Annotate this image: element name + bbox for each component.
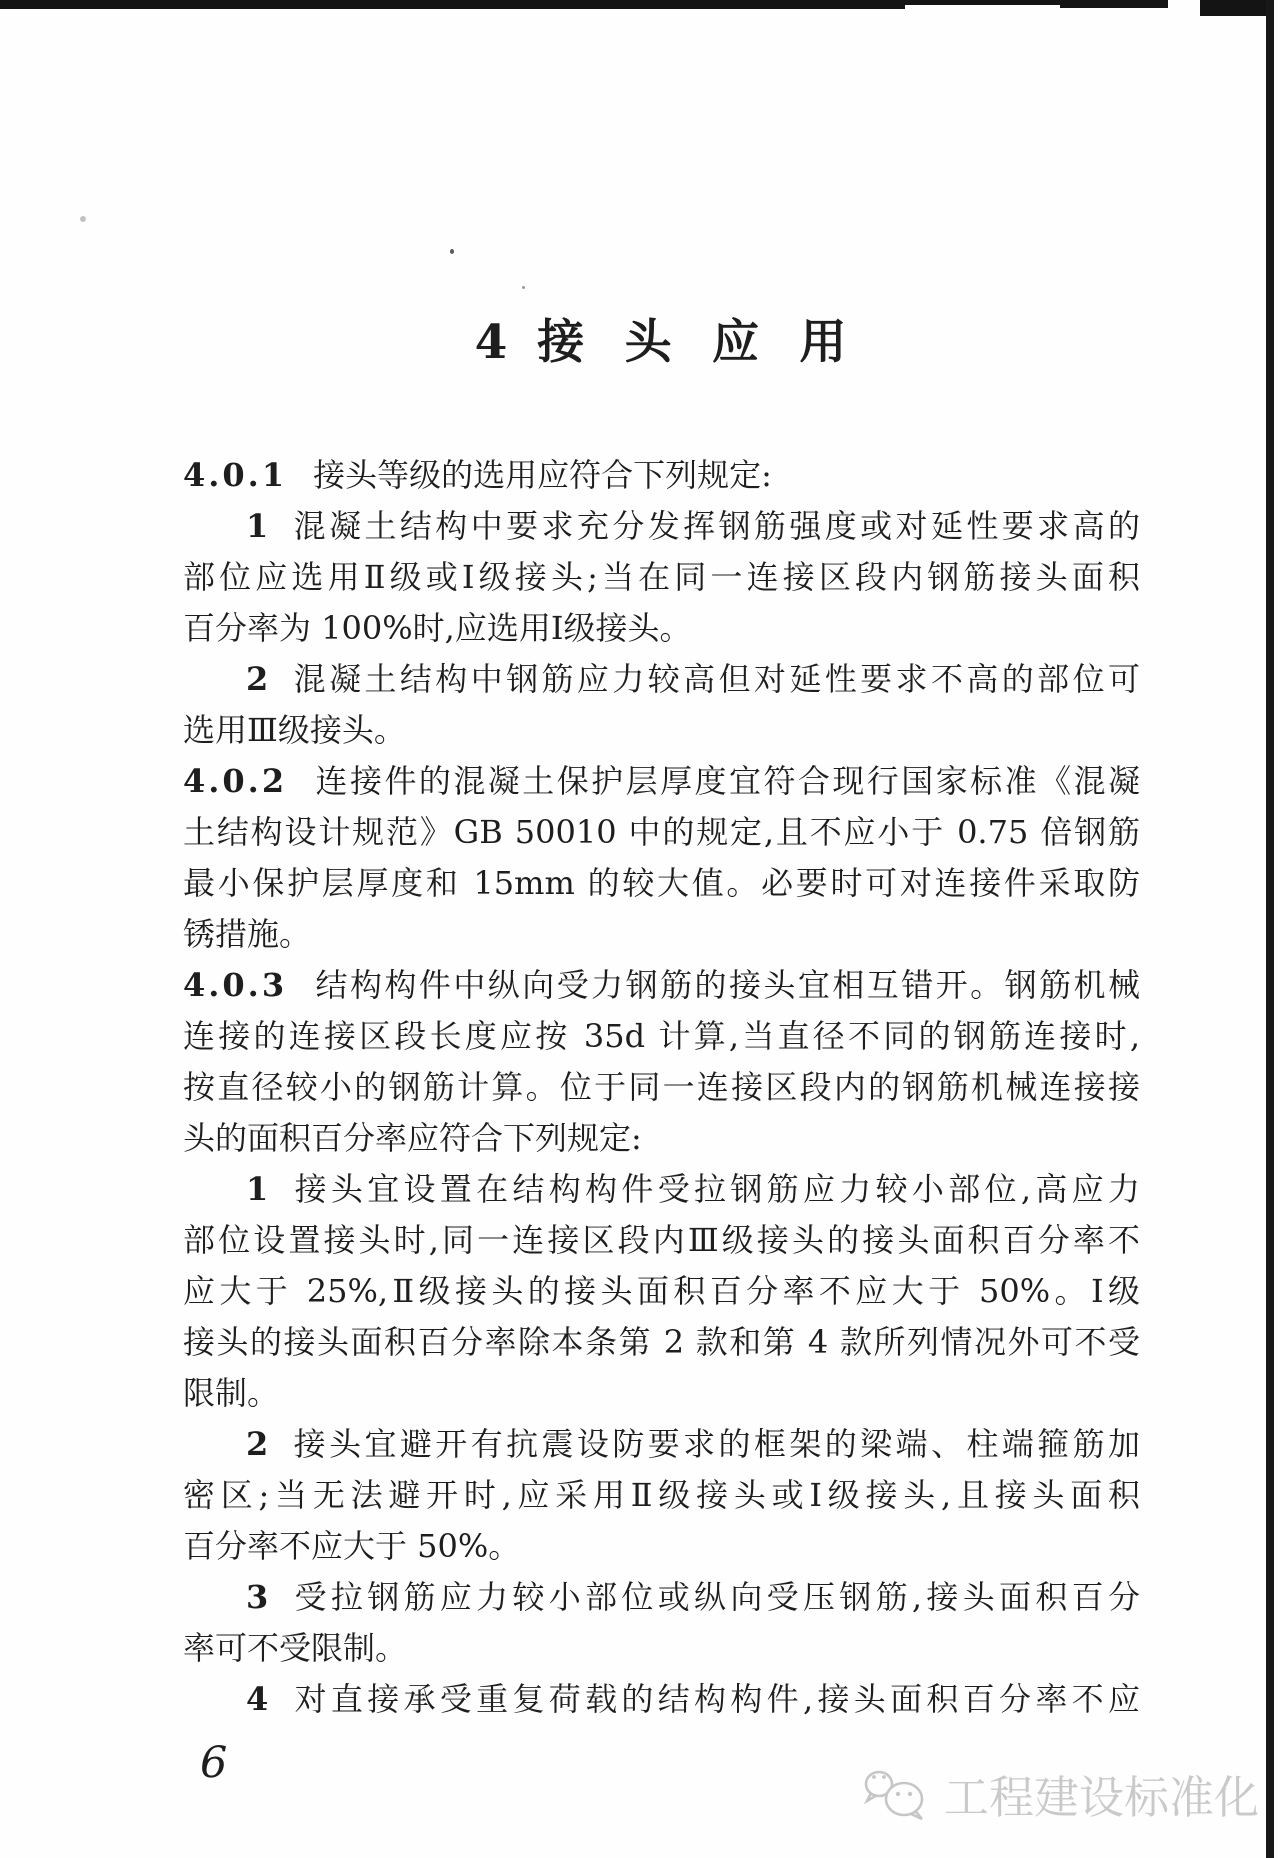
scan-speck — [522, 286, 525, 289]
line-number: 1 — [246, 1170, 269, 1208]
text-line — [183, 1368, 1140, 1419]
scan-speck — [450, 249, 454, 254]
line-text: 选用Ⅲ级接头。 — [183, 711, 406, 749]
line-number: 4 — [246, 1680, 269, 1718]
text-line — [183, 603, 1140, 654]
chapter-title-text: 接 头 应 用 — [537, 315, 849, 370]
line-number: 4.0.3 — [183, 966, 288, 1004]
text-line — [183, 1623, 1140, 1674]
document-body — [183, 450, 1140, 1725]
text-line — [183, 1062, 1140, 1113]
line-text: 结构构件中纵向受力钢筋的接头宜相互错开。钢筋机械 — [313, 966, 1140, 1004]
line-text: 锈措施。 — [183, 915, 312, 953]
text-line — [183, 450, 1140, 501]
text-line — [183, 1215, 1140, 1266]
text-line — [183, 756, 1140, 807]
line-text: 土结构设计规范》GB 50010 中的规定,且不应小于 0.75 倍钢筋 — [183, 813, 1140, 851]
line-text: 部位设置接头时,同一连接区段内Ⅲ级接头的接头面积百分率不 — [183, 1221, 1140, 1259]
chapter-title — [183, 316, 1140, 370]
text-line — [183, 909, 1140, 960]
chapter-number: 4 — [474, 315, 510, 370]
line-number: 3 — [246, 1578, 269, 1616]
line-number: 2 — [246, 660, 269, 698]
scan-artifact-right-edge — [1266, 0, 1274, 1858]
text-line — [183, 501, 1140, 552]
scan-artifact-top-bar — [905, 0, 1065, 5]
watermark — [862, 1766, 1259, 1828]
text-line — [183, 1674, 1140, 1725]
line-text: 头的面积百分率应符合下列规定: — [183, 1119, 642, 1157]
text-line — [183, 705, 1140, 756]
line-text: 接头宜避开有抗震设防要求的框架的梁端、柱端箍筋加 — [290, 1425, 1140, 1463]
scan-speck — [80, 216, 86, 222]
text-line — [183, 1419, 1140, 1470]
scan-artifact-top-corner — [1200, 0, 1266, 16]
watermark-text: 工程建设标准化 — [944, 1770, 1260, 1824]
line-text: 连接件的混凝土保护层厚度宜符合现行国家标准《混凝 — [313, 762, 1140, 800]
line-text: 密区;当无法避开时,应采用Ⅱ级接头或Ⅰ级接头,且接头面积 — [183, 1476, 1140, 1514]
text-line — [183, 1164, 1140, 1215]
text-line — [183, 1011, 1140, 1062]
line-text: 部位应选用Ⅱ级或Ⅰ级接头;当在同一连接区段内钢筋接头面积 — [183, 558, 1140, 596]
line-text: 限制。 — [183, 1374, 280, 1412]
line-text: 率可不受限制。 — [183, 1629, 408, 1667]
line-number: 1 — [246, 507, 269, 545]
line-number: 4.0.1 — [183, 456, 288, 494]
line-text: 接头等级的选用应符合下列规定: — [313, 456, 772, 494]
line-text: 连接的连接区段长度应按 35d 计算,当直径不同的钢筋连接时, — [183, 1017, 1140, 1055]
line-text: 按直径较小的钢筋计算。位于同一连接区段内的钢筋机械连接接 — [183, 1068, 1140, 1106]
text-line — [183, 960, 1140, 1011]
text-line — [183, 654, 1140, 705]
text-line — [183, 858, 1140, 909]
line-text: 对直接承受重复荷载的结构构件,接头面积百分率不应 — [290, 1680, 1140, 1718]
text-line — [183, 1521, 1140, 1572]
line-number: 4.0.2 — [183, 762, 288, 800]
line-text: 接头的接头面积百分率除本条第 2 款和第 4 款所列情况外可不受 — [183, 1323, 1140, 1361]
line-text: 混凝土结构中要求充分发挥钢筋强度或对延性要求高的 — [290, 507, 1140, 545]
line-text: 百分率不应大于 50%。 — [183, 1527, 521, 1565]
line-number: 2 — [246, 1425, 269, 1463]
text-line — [183, 1266, 1140, 1317]
scan-artifact-top-bar — [0, 0, 905, 9]
scan-artifact-top-bar — [1060, 0, 1168, 8]
page-number: 6 — [200, 1738, 228, 1788]
wechat-logo-icon — [862, 1766, 938, 1828]
text-line — [183, 1317, 1140, 1368]
line-text: 最小保护层厚度和 15mm 的较大值。必要时可对连接件采取防 — [183, 864, 1140, 902]
line-text: 应大于 25%,Ⅱ级接头的接头面积百分率不应大于 50%。Ⅰ级 — [183, 1272, 1140, 1310]
text-line — [183, 1572, 1140, 1623]
text-line — [183, 1113, 1140, 1164]
text-line — [183, 807, 1140, 858]
text-line — [183, 552, 1140, 603]
line-text: 百分率为 100%时,应选用Ⅰ级接头。 — [183, 609, 692, 647]
line-text: 接头宜设置在结构构件受拉钢筋应力较小部位,高应力 — [290, 1170, 1140, 1208]
text-line — [183, 1470, 1140, 1521]
line-text: 受拉钢筋应力较小部位或纵向受压钢筋,接头面积百分 — [290, 1578, 1140, 1616]
line-text: 混凝土结构中钢筋应力较高但对延性要求不高的部位可 — [290, 660, 1140, 698]
